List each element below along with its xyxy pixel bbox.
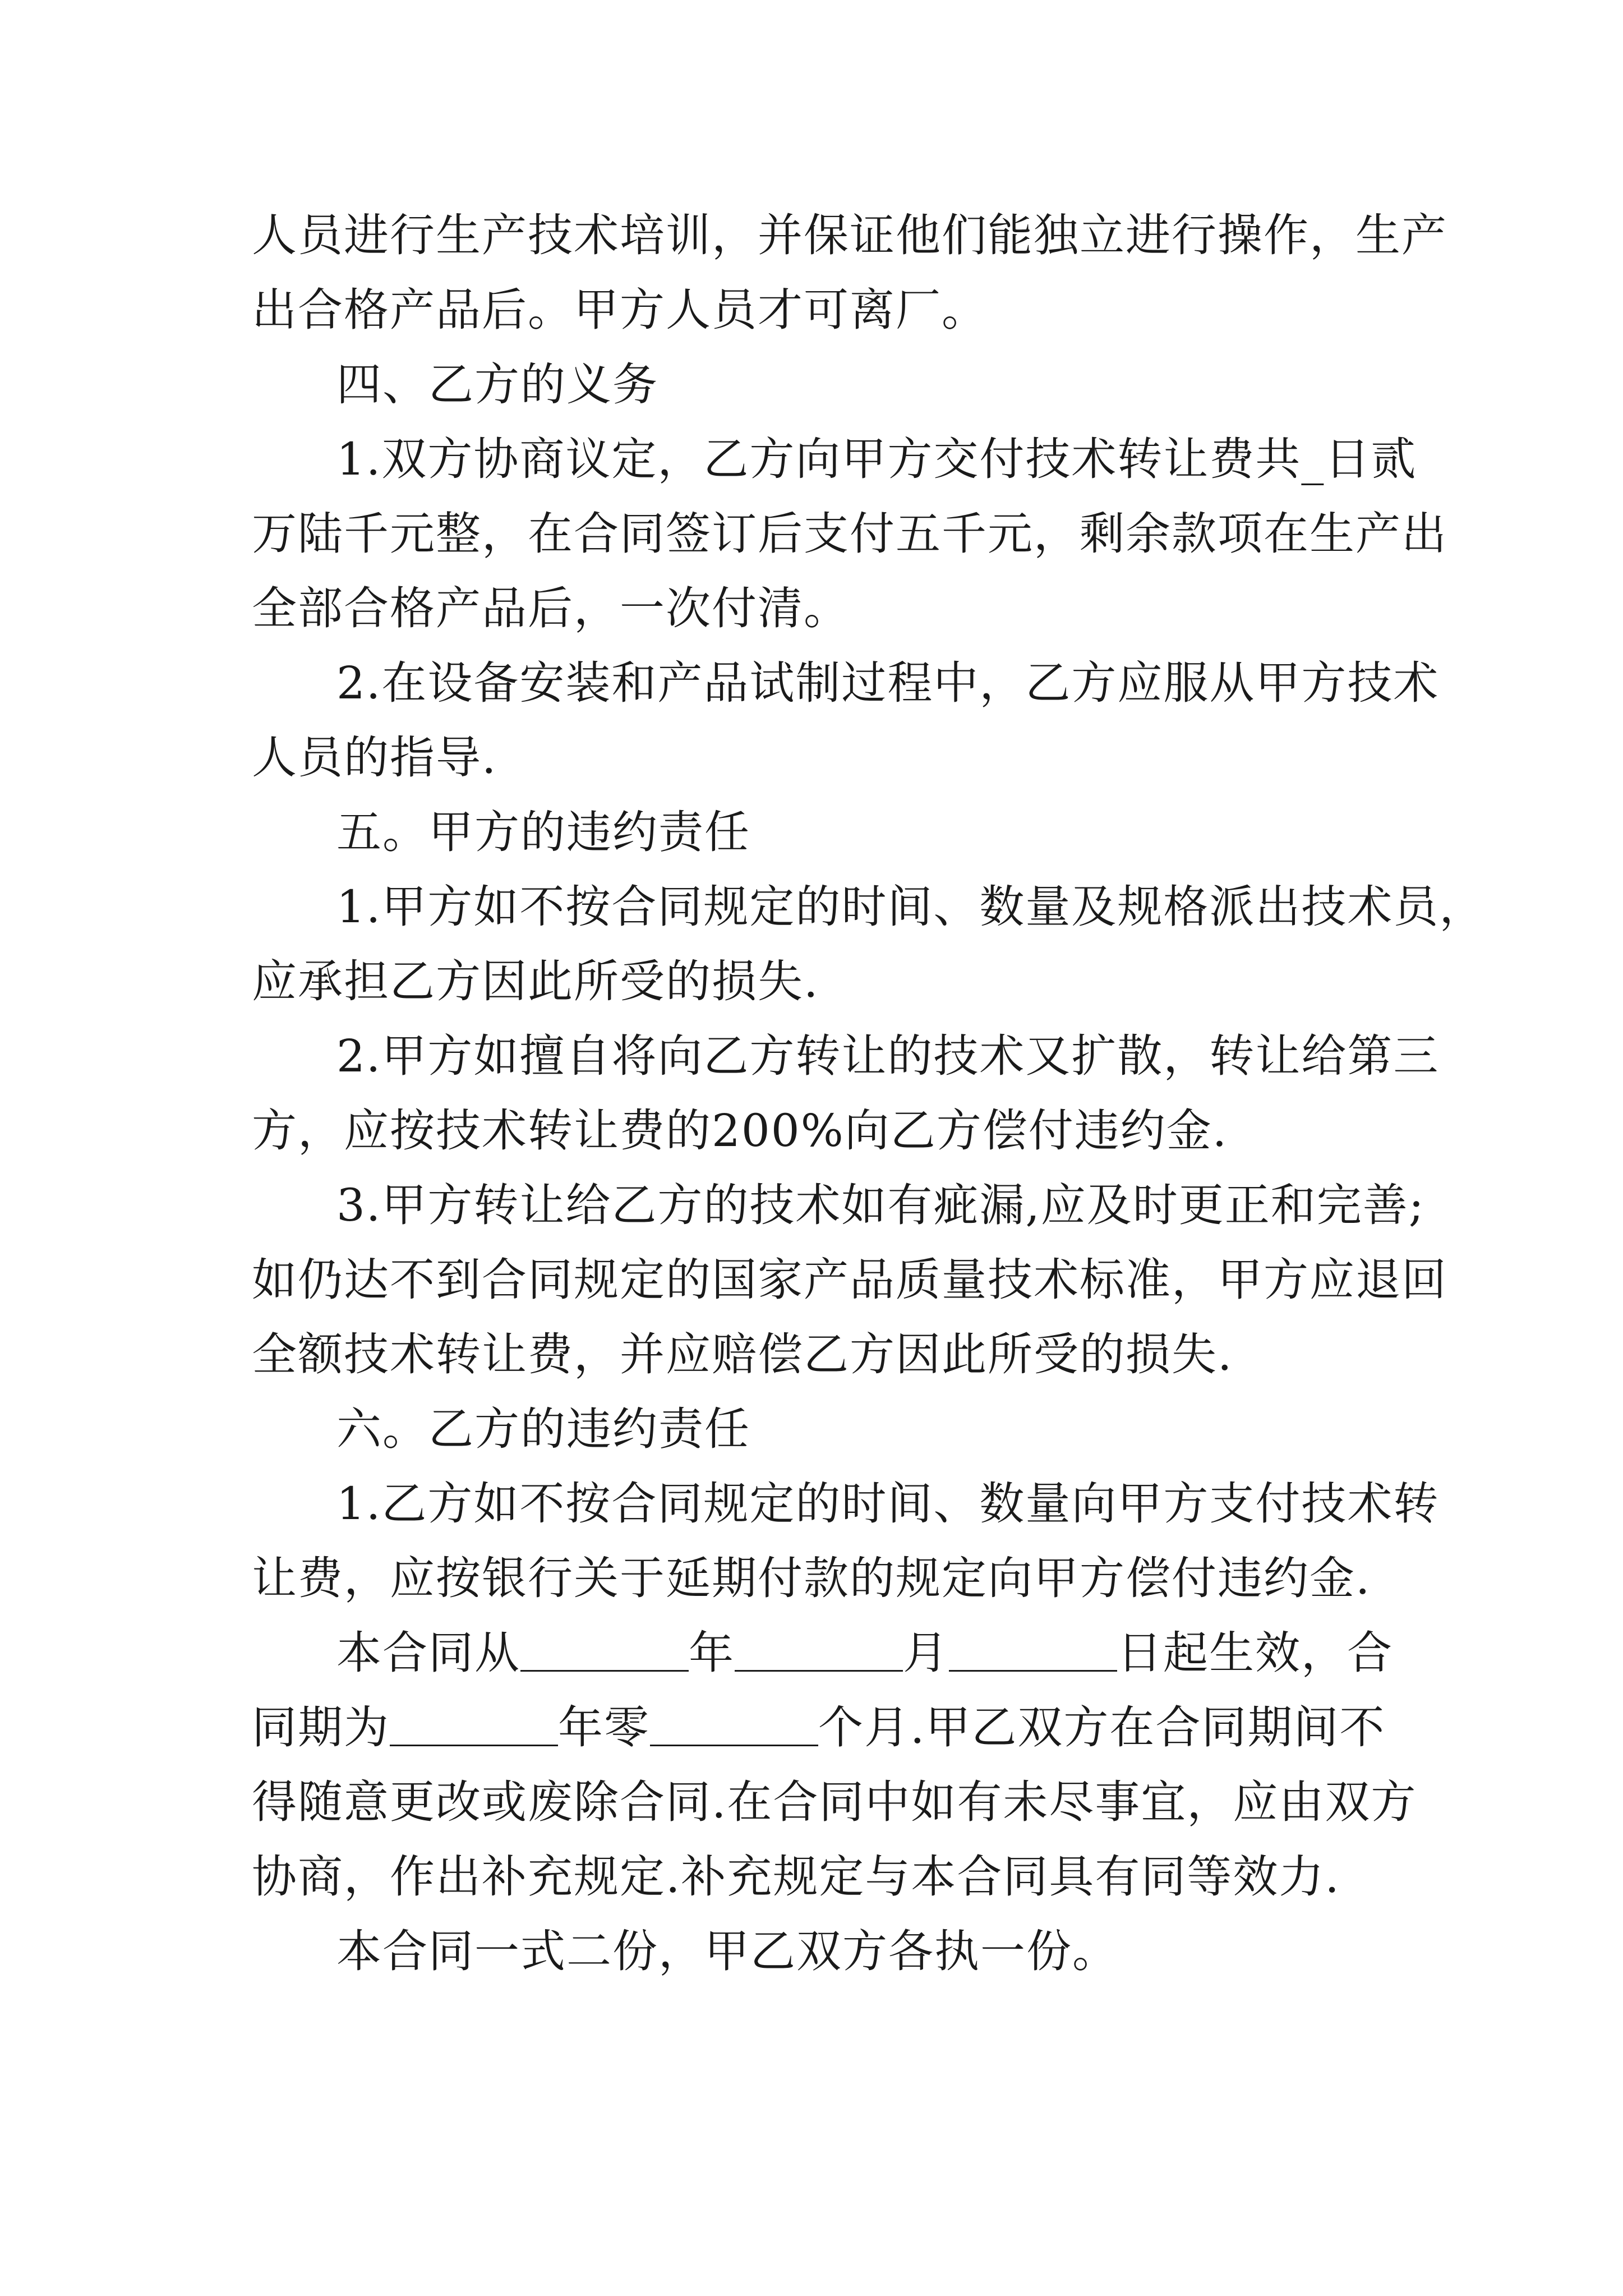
text-line: 出合格产品后。甲方人员才可离厂。 (252, 284, 988, 336)
text-fragment: 同期为 (252, 1701, 390, 1754)
text-fragment: 本合同从 (336, 1627, 520, 1679)
text-line: 人员进行生产技术培训，并保证他们能独立进行操作，生产 (252, 209, 1447, 261)
section-heading-yi-obligations: 四、乙方的义务 (336, 358, 658, 411)
blank-term-years-field (390, 1700, 558, 1746)
text-line: 1.乙方如不按合同规定的时间、数量向甲方支付技术转 (336, 1478, 1440, 1530)
text-line: 方，应按技术转让费的200%向乙方偿付违约金. (252, 1105, 1228, 1157)
section-heading-jia-liability: 五。甲方的违约责任 (336, 806, 750, 858)
text-line: 如仍达不到合同规定的国家产品质量技术标准，甲方应退回 (252, 1254, 1447, 1306)
text-fragment: 月 (903, 1627, 949, 1679)
text-line: 人员的指导. (252, 731, 497, 784)
text-line: 让费，应按银行关于延期付款的规定向甲方偿付违约金. (252, 1552, 1371, 1604)
text-line: 2.在设备安装和产品试制过程中，乙方应服从甲方技术 (336, 657, 1440, 709)
copies-statement: 本合同一式二份，甲乙双方各执一份。 (336, 1925, 1118, 1977)
text-fragment: 日起生效，合 (1117, 1627, 1393, 1679)
section-heading-yi-liability: 六。乙方的违约责任 (336, 1403, 750, 1455)
text-line: 2.甲方如擅自将向乙方转让的技术又扩散，转让给第三 (336, 1030, 1440, 1082)
text-line: 协商，作出补充规定.补充规定与本合同具有同等效力. (252, 1851, 1340, 1903)
text-line: 万陆千元整，在合同签订后支付五千元，剩余款项在生产出 (252, 508, 1447, 560)
text-line: 全额技术转让费，并应赔偿乙方因此所受的损失. (252, 1328, 1233, 1381)
text-line: 1.甲方如不按合同规定的时间、数量及规格派出技术员， (336, 881, 1486, 933)
text-fragment: 年 (689, 1627, 735, 1679)
text-line: 得随意更改或废除合同.在合同中如有未尽事宜，应由双方 (252, 1776, 1417, 1828)
contract-term-line (252, 1700, 1385, 1756)
text-fragment: 个月.甲乙双方在合同期间不 (818, 1701, 1386, 1754)
text-fragment: 年零 (558, 1701, 650, 1754)
text-line: 1.双方协商议定，乙方向甲方交付技术转让费共_日贰 (336, 433, 1417, 485)
blank-day-field (949, 1625, 1117, 1672)
text-line: 全部合格产品后，一次付清。 (252, 582, 850, 634)
text-line: 应承担乙方因此所受的损失. (252, 955, 819, 1007)
blank-term-months-field (650, 1700, 818, 1746)
blank-month-field (735, 1625, 903, 1672)
blank-year-field (520, 1625, 689, 1672)
effective-date-line (336, 1625, 1393, 1681)
text-line: 3.甲方转让给乙方的技术如有疵漏,应及时更正和完善; (336, 1179, 1425, 1231)
